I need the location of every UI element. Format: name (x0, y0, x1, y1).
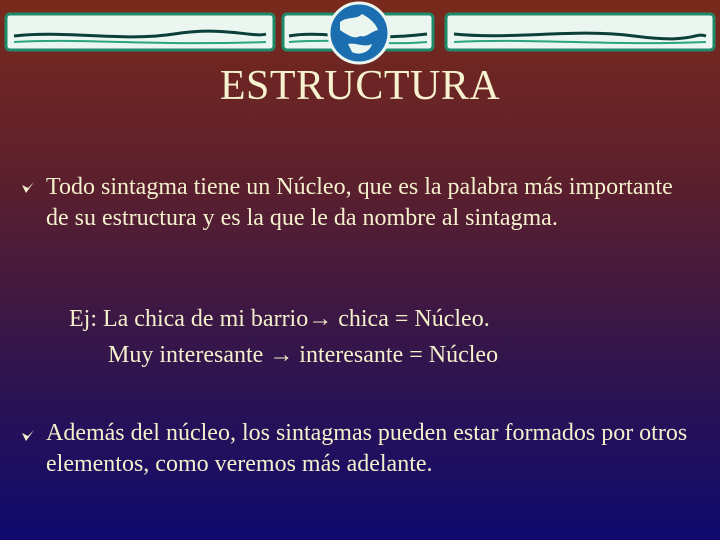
header-banner-left (4, 12, 276, 52)
example-line-2: Muy interesante → interesante = Núcleo (108, 342, 499, 368)
slide-title: ESTRUCTURA (219, 63, 501, 109)
bullet-text-1: Todo sintagma tiene un Núcleo, que es la palabra más importante de su estructura y es la que le da nombre al sintagma. (46, 174, 673, 231)
header-banner-right (444, 12, 716, 52)
example-line-1: Ej: La chica de mi barrio→ chica = Núcleo. (69, 306, 490, 332)
checkmark-bullet-icon (21, 181, 35, 195)
bullet-text-2: Además del núcleo, los sintagmas pueden estar formados por otros elementos, como veremos más adelante. (46, 420, 688, 477)
globe-icon (326, 0, 392, 66)
checkmark-bullet-icon (21, 429, 35, 443)
